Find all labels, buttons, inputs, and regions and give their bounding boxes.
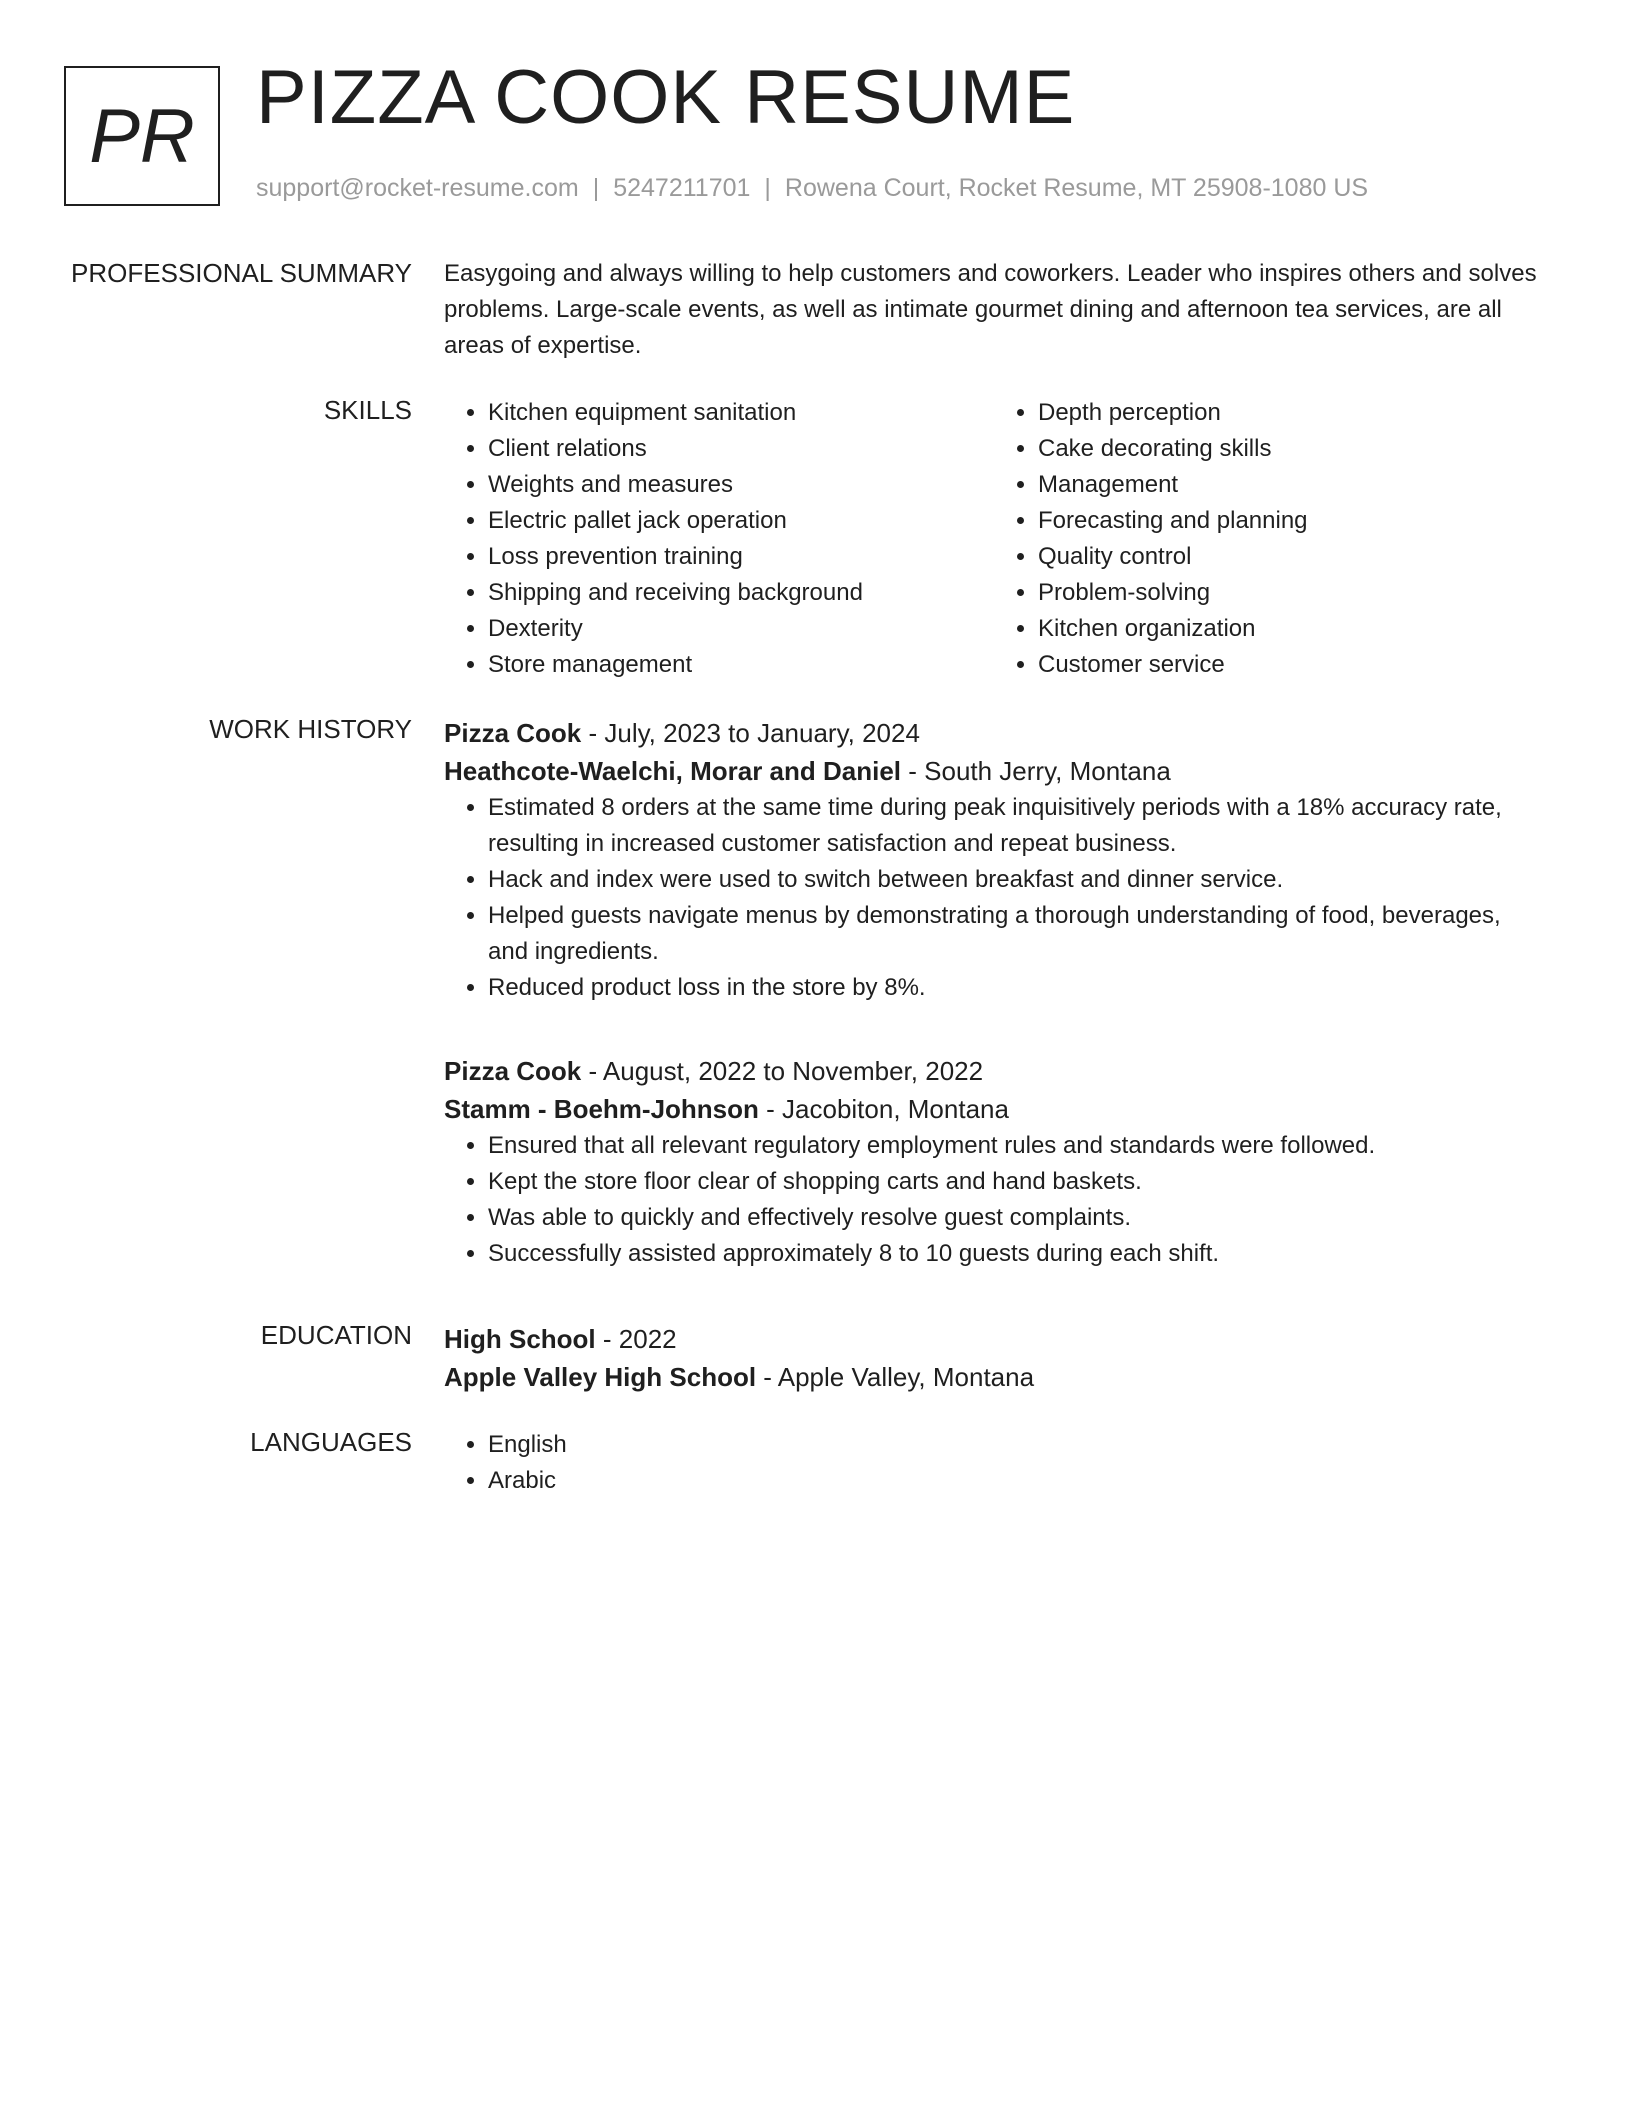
job-duty: • Hack and index were used to switch between breakfast and dinner service. xyxy=(488,862,1544,898)
job-employer: Stamm - Boehm-Johnson xyxy=(444,1094,759,1124)
skill-item: • Electric pallet jack operation xyxy=(488,503,994,539)
skill-item: • Kitchen organization xyxy=(1038,611,1544,647)
skill-item: • Quality control xyxy=(1038,539,1544,575)
job-duty: • Kept the store floor clear of shopping carts and hand baskets. xyxy=(488,1164,1544,1200)
skill-item: • Dexterity xyxy=(488,611,994,647)
job-location: - Jacobiton, Montana xyxy=(758,1094,1009,1124)
monogram-initials: PR xyxy=(89,93,195,179)
job-entry xyxy=(444,714,1544,1006)
contact-email: support@rocket-resume.com xyxy=(256,174,579,202)
contact-address: Rowena Court, Rocket Resume, MT 25908-1080 US xyxy=(784,174,1369,202)
summary-text: Easygoing and always willing to help customers and coworkers. Leader who inspires others and solves problems. Large-scale events, as well as intimate gourmet dining and afternoon tea services, are all areas of expertise. xyxy=(444,260,1537,359)
languages-list xyxy=(444,1427,1544,1499)
contact-line xyxy=(256,174,1368,203)
job-entry xyxy=(444,1052,1544,1272)
skill-item: • Management xyxy=(1038,467,1544,503)
contact-separator: | xyxy=(592,174,600,202)
contact-separator: | xyxy=(764,174,771,202)
section-label: WORK HISTORY xyxy=(209,714,412,744)
skill-item: • Problem-solving xyxy=(1038,575,1544,611)
section-label: PROFESSIONAL SUMMARY xyxy=(71,258,412,288)
education-year: - 2022 xyxy=(595,1324,677,1354)
education-entry xyxy=(444,1320,1544,1396)
job-employer-line xyxy=(444,1090,1544,1128)
languages-list-wrap xyxy=(444,1427,1544,1499)
education-school: Apple Valley High School xyxy=(444,1362,757,1392)
contact-phone: 5247211701 xyxy=(613,174,751,202)
section-label: LANGUAGES xyxy=(250,1427,412,1457)
job-location: - South Jerry, Montana xyxy=(901,756,1171,786)
skill-item: • Kitchen equipment sanitation xyxy=(488,395,994,431)
job-duty: • Successfully assisted approximately 8 to 10 guests during each shift. xyxy=(488,1236,1544,1272)
job-employer: Heathcote-Waelchi, Morar and Daniel xyxy=(444,756,902,786)
job-duties xyxy=(444,1128,1544,1272)
skill-item: • Depth perception xyxy=(1038,395,1544,431)
job-title: Pizza Cook xyxy=(444,718,582,748)
job-duty: • Helped guests navigate menus by demonstrating a thorough understanding of food, beverages, and ingredients. xyxy=(488,898,1544,970)
job-duty: • Ensured that all relevant regulatory employment rules and standards were followed. xyxy=(488,1128,1544,1164)
skill-item: • Shipping and receiving background xyxy=(488,575,994,611)
section-label: EDUCATION xyxy=(260,1320,412,1350)
job-title-line xyxy=(444,714,1544,752)
skill-item: • Client relations xyxy=(488,431,994,467)
skill-item: • Store management xyxy=(488,647,994,683)
job-duty: • Was able to quickly and effectively resolve guest complaints. xyxy=(488,1200,1544,1236)
skills-columns xyxy=(444,395,1544,683)
job-dates: - July, 2023 to January, 2024 xyxy=(581,718,920,748)
language-item: • English xyxy=(488,1427,1544,1463)
job-title-line xyxy=(444,1052,1544,1090)
skill-item: • Customer service xyxy=(1038,647,1544,683)
skill-item: • Loss prevention training xyxy=(488,539,994,575)
job-employer-line xyxy=(444,752,1544,790)
education-location: - Apple Valley, Montana xyxy=(756,1362,1035,1392)
education-school-line xyxy=(444,1358,1544,1396)
section-label: SKILLS xyxy=(323,395,412,425)
job-duty: • Estimated 8 orders at the same time during peak inquisitively periods with a 18% accuracy rate, resulting in increased customer satisfaction and repeat business. xyxy=(488,790,1544,862)
resume-title: PIZZA COOK RESUME xyxy=(256,55,1076,140)
job-duty: • Reduced product loss in the store by 8%. xyxy=(488,970,1544,1006)
skills-list-right xyxy=(994,395,1544,683)
language-item: • Arabic xyxy=(488,1463,1544,1499)
skills-list-left xyxy=(444,395,994,683)
skill-item: • Forecasting and planning xyxy=(1038,503,1544,539)
monogram-logo xyxy=(64,66,220,206)
job-dates: - August, 2022 to November, 2022 xyxy=(581,1056,984,1086)
job-title: Pizza Cook xyxy=(444,1056,582,1086)
skill-item: • Cake decorating skills xyxy=(1038,431,1544,467)
education-degree-line xyxy=(444,1320,1544,1358)
job-duties xyxy=(444,790,1544,1006)
skill-item: • Weights and measures xyxy=(488,467,994,503)
education-degree: High School xyxy=(444,1324,596,1354)
